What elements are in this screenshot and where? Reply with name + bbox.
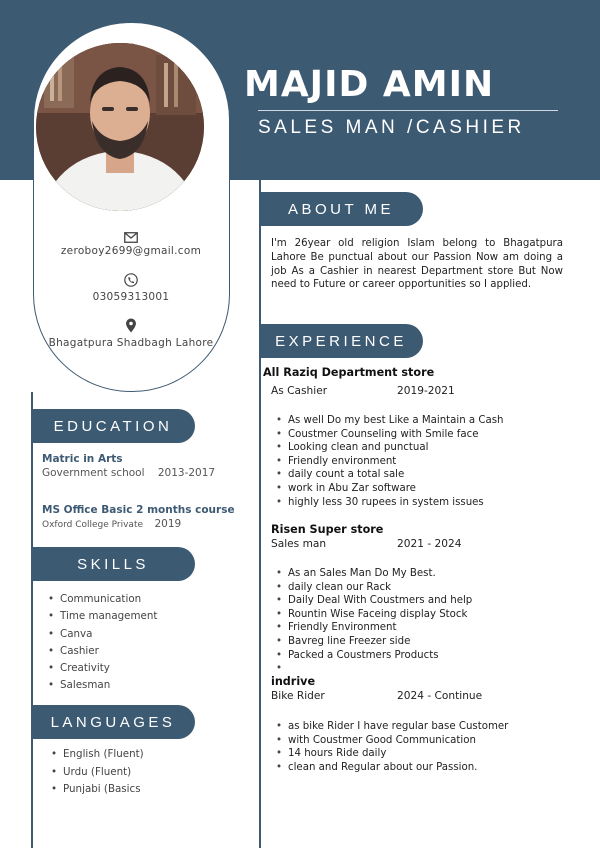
language-item: • Urdu (Fluent) — [51, 764, 144, 782]
job-duties-list — [276, 720, 508, 774]
job-duty: • Friendly environment — [276, 455, 504, 469]
candidate-name: MAJID AMIN — [244, 64, 495, 105]
skills-heading: SKILLS — [31, 547, 195, 581]
about-text: I'm 26year old religion Islam belong to Bhagatpura Lahore Be punctual about our Passion Now am doing a job As a Cashier in nearest Department store But Now need to Future or career opportunities so I applied. — [271, 238, 563, 291]
job-duty: • daily clean our Rack — [276, 581, 472, 595]
job-duty: • as bike Rider I have regular base Customer — [276, 720, 508, 734]
job-dates: 2019-2021 — [397, 385, 455, 397]
job-duty: • Daily Deal With Coustmers and help — [276, 594, 472, 608]
job-duty: • 14 hours Ride daily — [276, 747, 508, 761]
job-duty: • clean and Regular about our Passion. — [276, 761, 508, 775]
education-item-school: Oxford College Private 2019 — [42, 518, 182, 530]
education-heading: EDUCATION — [31, 409, 195, 443]
language-item: • English (Fluent) — [51, 746, 144, 764]
job-duty: • Bavreg line Freezer side — [276, 635, 472, 649]
candidate-title: SALES MAN /CASHIER — [258, 117, 525, 138]
languages-heading: LANGUAGES — [31, 705, 195, 739]
job-dates: 2021 - 2024 — [397, 538, 462, 550]
job-role: Bike Rider — [271, 690, 325, 702]
job-duty: • Looking clean and punctual — [276, 441, 504, 455]
job-duty: • As an Sales Man Do My Best. — [276, 567, 472, 581]
experience-heading: EXPERIENCE — [259, 324, 423, 358]
job-duty: • Packed a Coustmers Products — [276, 649, 472, 663]
skill-item: • Canva — [48, 626, 157, 643]
profile-card — [33, 22, 230, 392]
email-text: zeroboy2699@gmail.com — [60, 245, 202, 257]
phone-icon — [1, 272, 261, 291]
education-item-school: Government school 2013-2017 — [42, 467, 216, 479]
job-duty: • work in Abu Zar software — [276, 482, 504, 496]
skill-item: • Time management — [48, 608, 157, 625]
job-duty: • Coustmer Counseling with Smile face — [276, 428, 504, 442]
skill-item: • Cashier — [48, 643, 157, 660]
job-duty: • Rountin Wise Faceing display Stock — [276, 608, 472, 622]
language-item: • Punjabi (Basics — [51, 781, 144, 799]
left-border — [31, 392, 33, 848]
job-role: As Cashier — [271, 385, 328, 397]
education-item-title: Matric in Arts — [42, 453, 123, 465]
job-company: Risen Super store — [271, 523, 384, 536]
skill-item: • Creativity — [48, 660, 157, 677]
job-duty: • highly less 30 rupees in system issues — [276, 496, 504, 510]
languages-list — [51, 746, 144, 799]
title-divider — [258, 110, 558, 111]
profile-photo — [36, 43, 204, 211]
profile-photo-illustration — [36, 43, 204, 211]
job-duties-list — [276, 414, 504, 509]
map-pin-icon — [1, 318, 261, 337]
job-dates: 2024 - Continue — [397, 690, 483, 702]
job-company: All Raziq Department store — [263, 366, 435, 379]
job-duty: • As well Do my best Like a Maintain a Cash — [276, 414, 504, 428]
job-duty — [276, 662, 472, 676]
skills-list — [48, 591, 157, 695]
job-duty: • Friendly Environment — [276, 621, 472, 635]
skill-item: • Communication — [48, 591, 157, 608]
phone-text: 03059313001 — [92, 291, 170, 303]
education-item-title: MS Office Basic 2 months course — [42, 504, 235, 516]
job-role: Sales man — [271, 538, 327, 550]
job-duties-list — [276, 567, 472, 676]
location-text: Bhagatpura Shadbagh Lahore — [48, 337, 214, 349]
skill-item: • Salesman — [48, 677, 157, 694]
about-heading: ABOUT ME — [259, 192, 423, 226]
job-company: indrive — [271, 675, 316, 688]
job-duty: • with Coustmer Good Communication — [276, 734, 508, 748]
job-duty: • daily count a total sale — [276, 468, 504, 482]
